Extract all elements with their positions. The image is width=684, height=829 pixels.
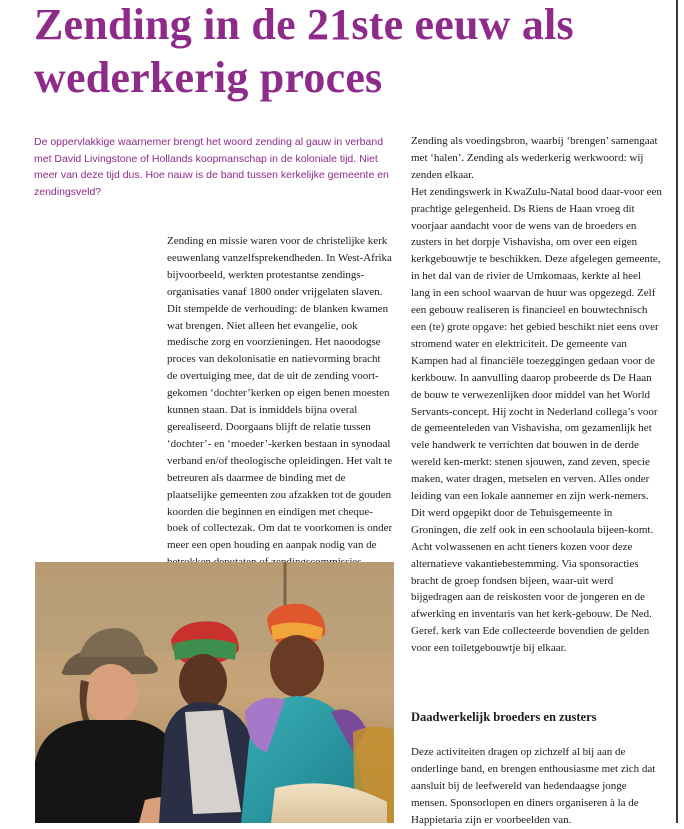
body-column-2-continued: Deze activiteiten dragen op zichzelf al bij aan de onderlinge band, en brengen enthousiasme met zich dat aansluit bij de leefwereld van hedendaagse jonge mensen. Sponsorlopen en diners organiseren à la de Happietaria zijn er voorbeelden van.: [411, 746, 656, 826]
article-intro: De oppervlakkige waarnemer brengt het woord zending al gauw in verband met David Livingstone of Hollands koopmanschap in de koloniale tijd. Niet meer van deze tijd dus. Hoe nauw is de band tussen kerkelijke gemeente en zendingsveld?: [34, 136, 389, 198]
page-frame-line: [676, 0, 678, 823]
article-photo: [35, 562, 394, 823]
section-subheading: Daadwerkelijk broeders en zusters: [411, 710, 597, 724]
body-column-2: Zending als voedingsbron, waarbij ‘brengen’ samengaat met ‘halen’. Zending als wederkerig werkwoord: wij zenden elkaar. Het zendingswerk in KwaZulu-Natal bood daar-voor een prachtige gelegenheid. Ds Riens de Haan vroeg dit voorjaar aandacht voor de wens van de broeders en zusters in het dorpje Vishavisha, om over een eigen kerkgebouwtje te beschikken. Deze afgelegen gemeente, in het dal van de rivier de Umkomaas, kerkte al heel lang in een school waarvan de huur was opgezegd. Zelf een gebouw realiseren is financieel en bouwtechnisch een (te) grote opgave: het gebied beschikt niet eens over stromend water en elektriciteit. De gemeente van Kampen had al financiële toezeggingen gedaan voor de kerkbouw. In aanvulling daarop probeerde ds De Haan de bouw te verwezenlijken door middel van het World Servants-concept. Hij zocht in Nederland collega’s voor de gemeenteleden van Vishavisha, om gezamenlijk het vele handwerk te verrichten dat bouwen in de derde wereld ken-merkt: stenen sjouwen, zand zeven, specie maken, water dragen, metselen en verven. Alles onder leiding van een lokale aannemer en zijn werk-nemers. Dit werd opgepikt door de Tehuisgemeente in Groningen, die zelf ook in een schoolaula bijeen-komt. Acht volwassenen en acht tieners kozen voor deze alternatieve vakantiebestemming. Via sponsoracties bracht de groep fondsen bijeen, waar-uit werd bijgedragen aan de reiskosten voor de jongeren en de afwerking en inventaris van het kerk-gebouw. De Ned. Geref. kerk van Ede collecteerde bovendien de gelden voor een toiletgebouwtje bij elkaar.: [411, 135, 662, 655]
article-title: Zending in de 21ste eeuw als wederkerig proces: [34, 0, 574, 102]
body-column-1: Zending en missie waren voor de christelijke kerk eeuwenlang vanzelfsprekendheden. In West-Afrika bijvoorbeeld, werkten protestantse zendings-organisaties vanaf 1800 onder vrijgelaten slaven. Dit stempelde de verhouding: de blanken kwamen wat brengen. Niet alleen het evangelie, ook medische zorg en voorzieningen. Het naoodogse proces van dekolonisatie en natievorming bracht de overtuiging mee, dat de uit de zending voort-gekomen ‘dochter’kerken op eigen benen moesten kunnen staan. Dat is inmiddels bijna overal gerealiseerd. Doorgaans blijft de relatie tussen ‘dochter’- en ‘moeder’-kerken bestaan in synodaal verband en/of theologische opleidingen. Het valt te betreuren als daarmee de binding met de plaatselijke gemeenten zou afzakken tot de gouden koorden die beginnen en eindigen met cheque-boek of collectezak. Om dat te voorkomen is onder meer een open houding en aanpak nodig van de: [167, 235, 393, 552]
